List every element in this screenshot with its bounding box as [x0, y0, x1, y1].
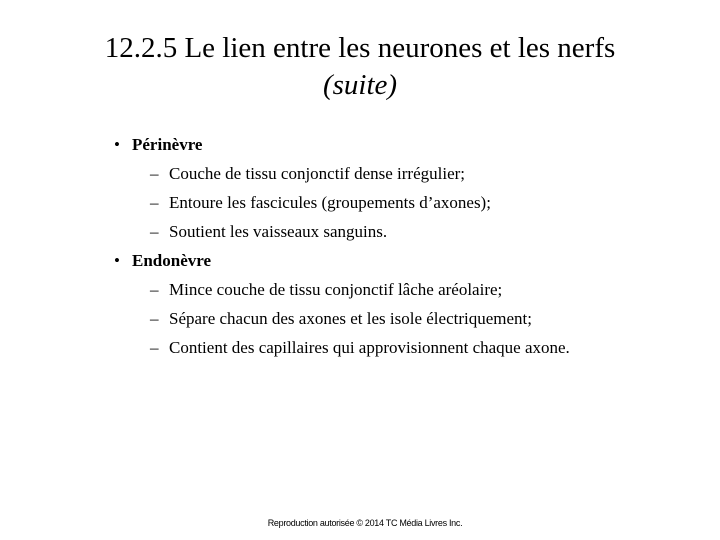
dash-icon: – [150, 222, 159, 241]
dash-icon: – [150, 193, 159, 212]
sub-item [112, 217, 702, 246]
bullet-heading: Périnèvre [132, 135, 203, 154]
slide-title-main: 12.2.5 Le lien entre les neurones et les nerfs [104, 32, 616, 64]
sub-item [112, 304, 702, 333]
sub-item-text: Sépare chacun des axones et les isole électriquement; [169, 309, 532, 328]
bullet-heading: Endonèvre [132, 251, 212, 270]
bullet-dot-icon: • [114, 251, 120, 270]
bullet-list [112, 130, 702, 362]
bullet-endonevre [112, 246, 702, 275]
bullet-dot-icon: • [114, 135, 120, 154]
bullet-perinevre [112, 130, 702, 159]
copyright-footer: Reproduction autorisée © 2014 TC Média Livres Inc. [267, 518, 463, 528]
sub-item-text: Mince couche de tissu conjonctif lâche aréolaire; [169, 280, 503, 299]
sub-item-text: Soutient les vaisseaux sanguins. [169, 222, 388, 241]
dash-icon: – [150, 309, 159, 328]
slide-title-subtitle: (suite) [322, 69, 398, 101]
sub-item-text: Entoure les fascicules (groupements d’axones); [169, 193, 491, 212]
sub-item [112, 275, 702, 304]
slide-title [0, 30, 720, 104]
sub-item [112, 188, 702, 217]
sub-item [112, 333, 702, 362]
dash-icon: – [150, 280, 159, 299]
sub-item-text: Couche de tissu conjonctif dense irrégulier; [169, 164, 465, 183]
dash-icon: – [150, 338, 159, 357]
sub-item-text: Contient des capillaires qui approvisionnent chaque axone. [169, 338, 570, 357]
sub-item [112, 159, 702, 188]
dash-icon: – [150, 164, 159, 183]
